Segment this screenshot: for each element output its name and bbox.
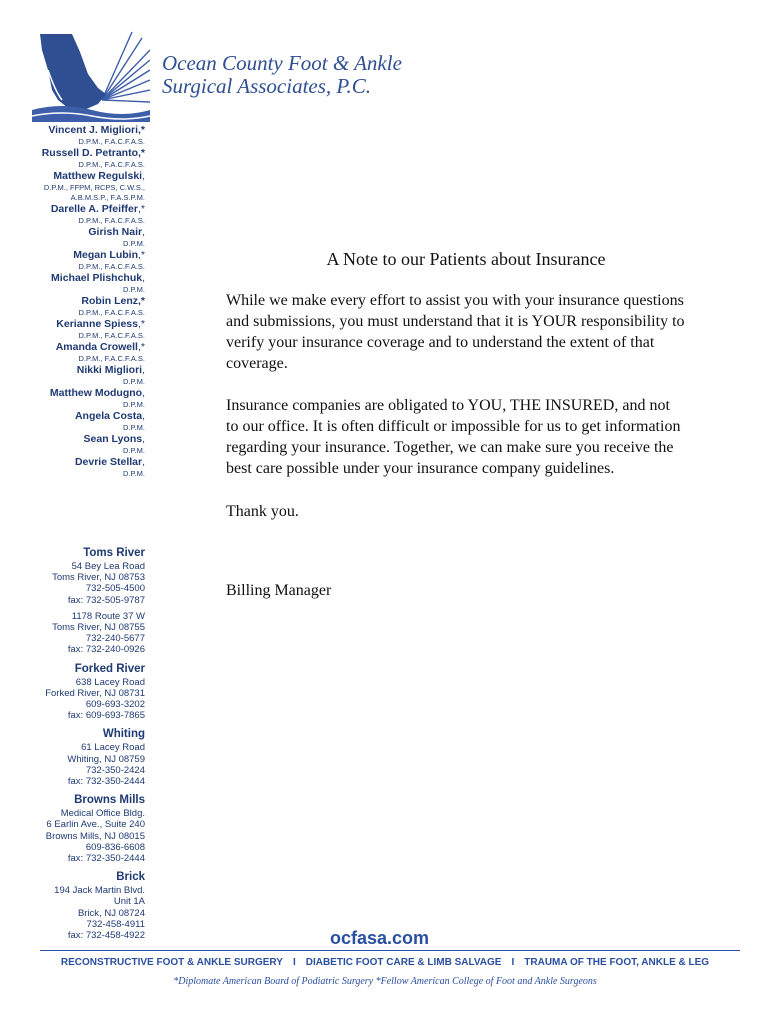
doctor-credentials: D.P.M. [123,446,145,455]
specialty-separator: I [511,957,515,968]
letter-closing: Thank you. [226,503,299,520]
footer-divider [40,950,740,951]
doctor-name-text: Angela Costa [74,410,143,422]
doctor-credentials: D.P.M. [123,423,145,432]
doctor-name-text: Nikki Migliori [76,364,143,376]
practice-name-line2: Surgical Associates, P.C. [162,74,372,98]
doctor-credentials: D.P.M., F.A.C.F.A.S. [78,216,145,225]
office-address-line: 732-350-2424 [85,764,145,776]
office-address-line: 609-693-3202 [85,699,145,711]
doctor-name-suffix: , [142,410,145,422]
doctor-name-suffix: , [142,170,145,182]
doctor-name-text: Amanda Crowell [55,341,138,353]
doctor-name [5,272,145,285]
letter-body [226,248,686,601]
doctor-entry [5,387,145,410]
office-name: Whiting [102,728,145,741]
office-name: Browns Mills [74,794,145,807]
doctor-entry [5,124,145,147]
office-address-line: fax: 732-350-2444 [67,853,145,865]
doctor-name [5,341,145,354]
doctor-entry [5,147,145,170]
office-entry [5,546,145,656]
doctor-name-text: Devrie Stellar [74,456,143,468]
office-name: Brick [116,871,145,884]
office-address-line: 732-240-5677 [85,633,145,645]
doctor-name-suffix: ,* [137,341,145,353]
doctor-name-text: Vincent J. Migliori,* [48,124,145,136]
doctor-entry [5,433,145,456]
doctor-credentials: D.P.M., F.A.C.F.A.S. [78,331,145,340]
doctor-name-text: Megan Lubin [73,249,138,261]
doctor-name-suffix: , [142,226,145,238]
doctor-entry [5,170,145,203]
specialties-line [0,957,770,968]
doctor-name-text: Robin Lenz,* [81,295,145,307]
doctor-name [5,456,145,469]
office-name: Toms River [83,547,145,559]
practice-name-line1: Ocean County Foot & Ankle [162,51,402,75]
doctor-name-suffix: , [142,364,145,376]
doctor-credentials: D.P.M. [123,285,145,294]
office-address-line: Forked River, NJ 08731 [45,687,145,699]
doctor-credentials: D.P.M., F.A.C.F.A.S. [78,262,145,271]
office-address-line: fax: 732-240-0926 [67,644,145,656]
doctor-name [5,295,145,308]
doctor-name-suffix: ,* [137,318,145,330]
office-secondary-location [5,611,145,656]
doctor-name-suffix: ,* [137,249,145,261]
office-address-line: Whiting, NJ 08759 [67,753,145,765]
doctor-credentials: D.P.M. [123,469,145,478]
doctor-name-text: Girish Nair [88,226,143,238]
letter-paragraph-2: Insurance companies are obligated to YOU, THE INSURED, and not to our office. It is often difficult or impossible for us to get information regarding your insurance. Together, we can make sure you receive the best care possible under your insurance company guidelines. [226,397,681,477]
practice-name [162,52,402,98]
doctor-name [5,124,145,137]
doctor-name [5,249,145,262]
office-name: Forked River [74,662,145,675]
office-address-line: 1178 Route 37 W [71,610,145,622]
doctor-name [5,387,145,400]
letter-title: A Note to our Patients about Insurance [326,249,606,269]
specialty-item: RECONSTRUCTIVE FOOT & ANKLE SURGERY [60,957,283,968]
doctor-name [5,433,145,446]
doctor-credentials: D.P.M., F.A.C.F.A.S. [78,308,145,317]
doctor-name-text: Matthew Modugno [49,387,143,399]
office-list [5,546,145,947]
doctor-name-text: Kerianne Spiess [56,318,138,330]
doctor-name-suffix: , [142,456,145,468]
doctor-name-text: Matthew Regulski [53,170,143,182]
office-address-line: 61 Lacey Road [81,742,145,754]
doctor-entry [5,226,145,249]
office-entry [5,727,145,787]
office-address-line: 609-836-6608 [85,841,145,853]
doctor-credentials: D.P.M., F.A.C.F.A.S. [78,160,145,169]
doctor-list [5,124,145,479]
office-address-line: 732-505-4500 [85,583,145,595]
doctor-name-suffix: , [142,433,145,445]
doctor-credentials: D.P.M. [123,377,145,386]
doctor-entry [5,364,145,387]
office-address-line: Toms River, NJ 08753 [52,572,145,584]
office-entry [5,870,145,941]
doctor-credentials: A.B.M.S.P., F.A.S.P.M. [70,193,145,202]
doctor-entry [5,456,145,479]
office-address-line: 6 Earlin Ave., Suite 240 [46,819,145,831]
office-address-line: fax: 732-350-2444 [67,776,145,788]
board-certifications: *Diplomate American Board of Podiatric Surgery *Fellow American College of Foot and Ankle Surgeons [173,976,597,987]
specialty-item: DIABETIC FOOT CARE & LIMB SALVAGE [305,957,502,968]
doctor-name [5,170,145,183]
doctor-name-suffix: , [142,387,145,399]
doctor-name-suffix: ,* [137,203,145,215]
doctor-entry [5,203,145,226]
doctor-entry [5,295,145,318]
doctor-name [5,410,145,423]
doctor-name [5,147,145,160]
doctor-name [5,203,145,216]
doctor-credentials: D.P.M. [123,239,145,248]
doctor-name-text: Michael Plishchuk [51,272,143,284]
doctor-credentials: D.P.M., F.A.C.F.A.S. [78,137,145,146]
office-address-line: Unit 1A [113,896,145,908]
specialty-separator: I [292,957,296,968]
doctor-name-text: Sean Lyons [83,433,143,445]
office-address-line: fax: 609-693-7865 [67,710,145,722]
doctor-credentials: D.P.M. [123,400,145,409]
office-address-line: Browns Mills, NJ 08015 [45,830,145,842]
office-address-line: Brick, NJ 08724 [77,907,145,919]
doctor-name [5,318,145,331]
office-entry [5,793,145,864]
office-address-line: 54 Bey Lea Road [71,561,145,572]
doctor-name-suffix: , [142,272,145,284]
office-address-line: 638 Lacey Road [75,676,145,688]
office-address-line: fax: 732-505-9787 [67,594,145,606]
specialty-item: TRAUMA OF THE FOOT, ANKLE & LEG [524,957,710,968]
website-link[interactable]: ocfasa.com [330,928,430,948]
doctor-entry [5,272,145,295]
letter-paragraph-1: While we make every effort to assist you with your insurance questions and submissions, you must understand that it is YOUR responsibility to verify your insurance coverage and to understand the extent of that coverage. [226,292,685,372]
doctor-entry [5,249,145,272]
office-address-line: fax: 732-458-4922 [67,930,145,942]
office-address-line: Medical Office Bldg. [60,808,145,820]
office-entry [5,662,145,722]
doctor-credentials: D.P.M., FFPM, RCPS, C.W.S., [43,183,145,192]
doctor-entry [5,318,145,341]
office-address-line: Toms River, NJ 08755 [52,622,145,634]
doctor-name-text: Russell D. Petranto,* [41,147,145,159]
doctor-entry [5,410,145,433]
office-address-line: 732-458-4911 [86,918,145,930]
doctor-name [5,226,145,239]
office-address-line: 194 Jack Martin Blvd. [54,885,145,897]
doctor-entry [5,341,145,364]
doctor-name-text: Darelle A. Pfeiffer [50,203,138,215]
doctor-name [5,364,145,377]
letter-signature: Billing Manager [226,582,332,599]
foot-sunburst-logo [32,30,150,122]
doctor-credentials: D.P.M., F.A.C.F.A.S. [78,354,145,363]
